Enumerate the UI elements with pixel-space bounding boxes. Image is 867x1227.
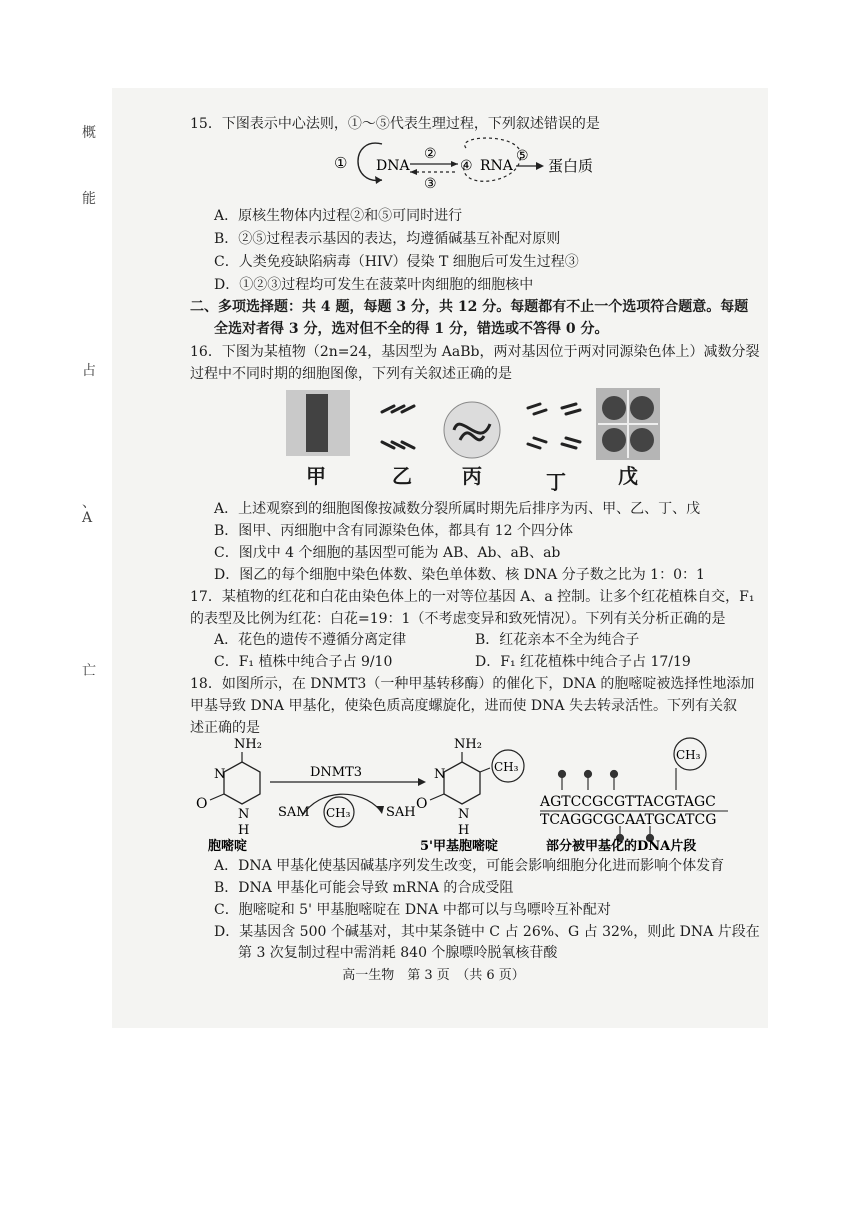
q18-option-d: D．某基因含 500 个碱基对，其中某条链中 C 占 26%、G 占 32%，则此 DNA 片段在	[214, 924, 760, 940]
methylated-dna-segment	[539, 738, 728, 854]
cell-image-wu	[596, 388, 660, 460]
section2-line2: 全选对者得 3 分，选对但不全的得 1 分，错选或不答得 0 分。	[214, 321, 609, 337]
svg-text:5'甲基胞嘧啶: 5'甲基胞嘧啶	[420, 839, 499, 854]
svg-text:NH₂: NH₂	[234, 737, 262, 752]
dna-label: DNA	[376, 158, 410, 174]
section2-line1: 二、多项选择题：共 4 题，每题 3 分，共 12 分。每题都有不止一个选项符合题意。每题	[190, 299, 749, 315]
svg-text:DNMT3: DNMT3	[310, 765, 363, 780]
margin-char: A	[82, 510, 93, 526]
q16-option-d: D．图乙的每个细胞中染色体数、染色单体数、核 DNA 分子数之比为 1：0：1	[214, 567, 705, 583]
q18-option-a: A．DNA 甲基化使基因碱基序列发生改变，可能会影响细胞分化进而影响个体发育	[214, 858, 725, 874]
q16-stem-1: 16．下图为某植物（2n=24，基因型为 AaBb，两对基因位于两对同源染色体上）减数分裂	[190, 344, 760, 360]
svg-text:H: H	[238, 823, 250, 838]
svg-text:AGTCCGCGTTACGTAGC: AGTCCGCGTTACGTAGC	[540, 794, 716, 810]
label-5: ⑤	[516, 148, 529, 164]
cell-label-ding: 丁	[546, 470, 566, 494]
page-footer: 高一生物 第 3 页 （共 6 页）	[342, 968, 525, 983]
svg-text:NH₂: NH₂	[454, 737, 482, 752]
q18-option-b: B．DNA 甲基化可能会导致 mRNA 的合成受阻	[214, 880, 514, 896]
q17-option-d: D．F₁ 红花植株中纯合子占 17/19	[475, 654, 691, 670]
rna-label: RNA	[480, 158, 513, 174]
central-dogma-diagram	[330, 136, 600, 196]
label-4: ④	[460, 158, 473, 174]
q15-option-a: A．原核生物体内过程②和⑤可同时进行	[214, 208, 463, 224]
cell-image-yi	[374, 396, 434, 456]
svg-text:胞嘧啶: 胞嘧啶	[208, 839, 248, 854]
q15-option-d: D．①②③过程均可发生在菠菜叶肉细胞的细胞核中	[214, 277, 534, 293]
cell-label-yi: 乙	[392, 464, 412, 488]
label-2: ②	[424, 146, 437, 162]
svg-text:N: N	[458, 807, 470, 822]
q17-option-b: B．红花亲本不全为纯合子	[475, 632, 640, 648]
margin-char: 、	[82, 495, 96, 511]
methylation-diagram	[190, 732, 770, 854]
q17-option-c: C．F₁ 植株中纯合子占 9/10	[214, 654, 393, 670]
cell-image-ding	[520, 396, 588, 458]
svg-text:SAM: SAM	[278, 805, 310, 820]
cell-label-jia: 甲	[306, 464, 326, 488]
cell-label-bing: 丙	[462, 464, 482, 488]
q15-option-c: C．人类免疫缺陷病毒（HIV）侵染 T 细胞后可发生过程③	[214, 254, 579, 270]
q16-stem-2: 过程中不同时期的细胞图像，下列有关叙述正确的是	[190, 366, 512, 382]
arrowhead	[375, 176, 382, 184]
q18-stem-3: 述正确的是	[190, 720, 260, 736]
svg-text:CH₃: CH₃	[326, 806, 351, 820]
margin-char: 亡	[82, 663, 96, 679]
margin-char: 概	[82, 125, 96, 141]
svg-text:CH₃: CH₃	[494, 760, 519, 774]
label-1: ①	[334, 154, 348, 172]
q15-stem: 15．下图表示中心法则，①～⑤代表生理过程，下列叙述错误的是	[190, 116, 600, 132]
margin-char: 占	[82, 363, 96, 379]
protein-label: 蛋白质	[548, 157, 594, 175]
svg-text:O: O	[196, 796, 208, 812]
svg-text:H: H	[458, 823, 470, 838]
svg-text:N: N	[238, 807, 250, 822]
cytosine-structure	[196, 737, 262, 854]
cell-label-wu: 戊	[618, 464, 638, 488]
svg-text:TCAGGCGCAATGCATCG: TCAGGCGCAATGCATCG	[540, 812, 717, 828]
q16-option-c: C．图戊中 4 个细胞的基因型可能为 AB、Ab、aB、ab	[214, 545, 561, 561]
q17-stem-1: 17．某植物的红花和白花由染色体上的一对等位基因 A、a 控制。让多个红花植株自交，F₁	[190, 589, 755, 605]
label-3: ③	[424, 176, 437, 192]
methylcytosine-structure	[416, 737, 524, 854]
q17-stem-2: 的表型及比例为红花：白花=19：1（不考虑变异和致死情况）。下列有关分析正确的是	[190, 611, 726, 627]
svg-text:N: N	[214, 767, 226, 782]
q18-option-c: C．胞嘧啶和 5' 甲基胞嘧啶在 DNA 中都可以与鸟嘌呤互补配对	[214, 902, 611, 918]
q16-option-a: A．上述观察到的细胞图像按减数分裂所属时期先后排序为丙、甲、乙、丁、戊	[214, 501, 701, 517]
q18-option-d-cont: 第 3 次复制过程中需消耗 840 个腺嘌呤脱氧核苷酸	[238, 945, 558, 961]
q15-option-b: B．②⑤过程表示基因的表达，均遵循碱基互补配对原则	[214, 231, 561, 247]
q16-option-b: B．图甲、丙细胞中含有同源染色体，都具有 12 个四分体	[214, 523, 574, 539]
q18-stem-2: 甲基导致 DNA 甲基化，使染色质高度螺旋化，进而使 DNA 失去转录活性。下列有关叙	[190, 698, 737, 714]
cell-image-bing	[440, 400, 504, 462]
q18-stem-1: 18．如图所示，在 DNMT3（一种甲基转移酶）的催化下，DNA 的胞嘧啶被选择性地添加	[190, 676, 755, 692]
svg-text:O: O	[416, 796, 428, 812]
cell-image-jia	[286, 390, 350, 456]
svg-text:N: N	[434, 767, 446, 782]
q17-option-a: A．花色的遗传不遵循分离定律	[214, 632, 407, 648]
svg-text:部分被甲基化的DNA片段: 部分被甲基化的DNA片段	[546, 839, 697, 854]
svg-text:CH₃: CH₃	[676, 748, 701, 762]
margin-char: 能	[82, 191, 96, 207]
svg-text:SAH: SAH	[386, 805, 416, 820]
